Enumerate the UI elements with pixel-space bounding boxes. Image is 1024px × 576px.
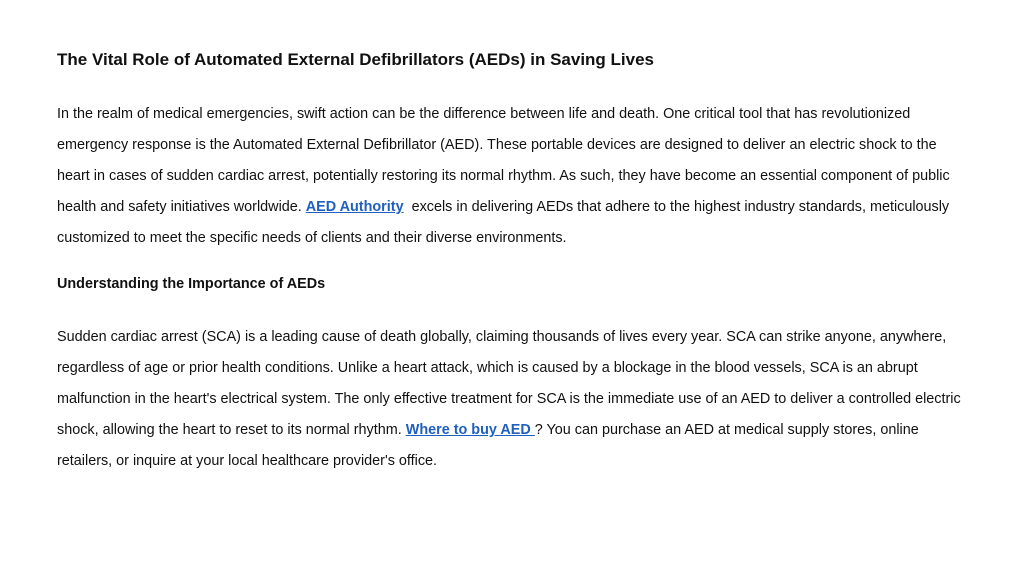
aed-authority-link[interactable]: AED Authority [305, 199, 404, 215]
intro-text-start: In the realm of medical emergencies, swift action can be the difference between life and death. One critical tool that has revolutionized emergency response is the Automated External Defibrillator (AED). These portable devices are designed to deliver an electric shock to the heart in cases of sudden cardiac arrest, potentially restoring its normal rhythm. As such, they have become an essential component of public health and safety initiatives worldwide. [57, 106, 950, 215]
intro-paragraph [57, 99, 969, 254]
sca-text-start: Sudden cardiac arrest (SCA) is a leading cause of death globally, claiming thousands of lives every year. SCA can strike anyone, anywhere, regardless of age or prior health conditions. Unlike a heart attack, which is caused by a blockage in the blood vessels, SCA is an abrupt malfunction in the heart's electrical system. The only effective treatment for SCA is the immediate use of an AED to deliver a controlled electric shock, allowing the heart to reset to its normal rhythm. [57, 329, 961, 438]
sca-paragraph [57, 322, 969, 477]
article-title: The Vital Role of Automated External Defibrillators (AEDs) in Saving Lives [57, 50, 655, 69]
sca-text-end: ? You can purchase an AED at medical supply stores, online retailers, or inquire at your local healthcare provider's office. [57, 422, 919, 469]
section-heading: Understanding the Importance of AEDs [57, 276, 326, 292]
intro-text-end: excels in delivering AEDs that adhere to the highest industry standards, meticulously customized to meet the specific needs of clients and their diverse environments. [57, 199, 954, 246]
where-to-buy-aed-link[interactable]: Where to buy AED [405, 422, 535, 438]
